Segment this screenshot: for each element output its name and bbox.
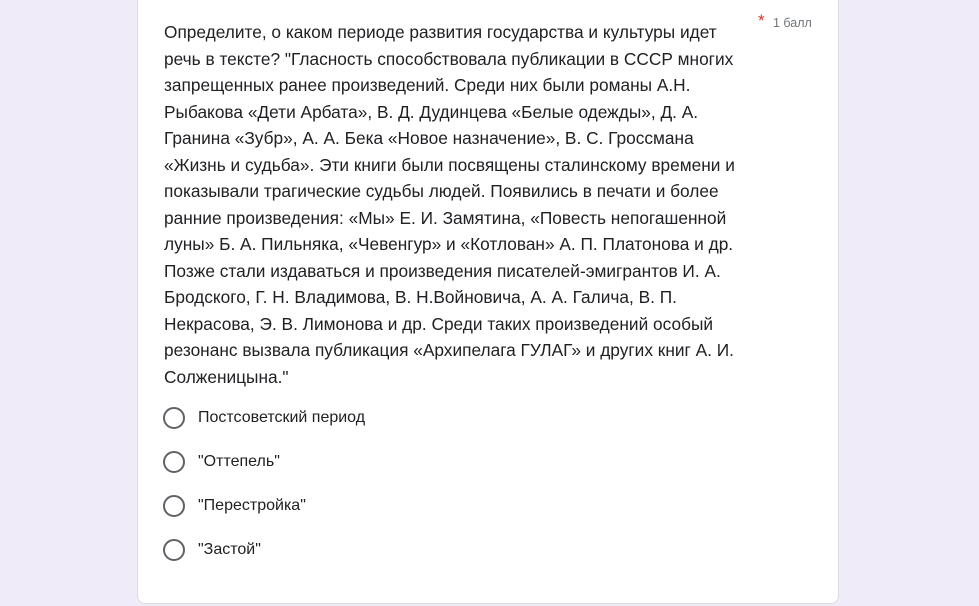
question-header bbox=[164, 11, 816, 390]
question-text: Определите, о каком периоде развития государства и культуры идет речь в тексте? "Гласность способствовала публикации в СССР многих запрещенных ранее произведений. Среди них были романы А.Н. Рыбакова «Дети Арбата», В. Д. Дудинцева «Белые одежды», Д. А. Гранина «Зубр», А. А. Бека «Новое назначение», В. С. Гроссмана «Жизнь и судьба». Эти книги были посвящены сталинскому времени и показывали трагические судьбы людей. Появились в печати и более ранние произведения: «Мы» Е. И. Замятина, «Повесть непогашенной луны» Б. А. Пильняка, «Чевенгур» и «Котлован» А. П. Платонова и др. Позже стали издаваться и произведения писателей-эмигрантов И. А. Бродского, Г. Н. Владимова, В. Н.Войновича, А. А. Галича, В. П. Некрасова, Э. В. Лимонова и др. Среди таких произведений особый резонанс вызвала публикация «Архипелага ГУЛАГ» и других книг А. И. Солженицына." bbox=[164, 22, 735, 387]
radio-button[interactable] bbox=[163, 495, 185, 517]
radio-button[interactable] bbox=[163, 539, 185, 561]
answer-options bbox=[163, 396, 763, 572]
points-label: 1 балл bbox=[773, 16, 812, 30]
question-card bbox=[137, 0, 839, 604]
option-label: "Перестройка" bbox=[198, 497, 306, 514]
option-thaw[interactable] bbox=[163, 440, 763, 484]
option-perestroika[interactable] bbox=[163, 484, 763, 528]
option-label: "Оттепель" bbox=[198, 453, 280, 470]
required-asterisk: * bbox=[758, 11, 765, 30]
option-stagnation[interactable] bbox=[163, 528, 763, 572]
radio-button[interactable] bbox=[163, 451, 185, 473]
option-label: Постсоветский период bbox=[198, 409, 366, 426]
radio-button[interactable] bbox=[163, 407, 185, 429]
option-label: "Застой" bbox=[198, 541, 261, 558]
option-postsoviet[interactable] bbox=[163, 396, 763, 440]
